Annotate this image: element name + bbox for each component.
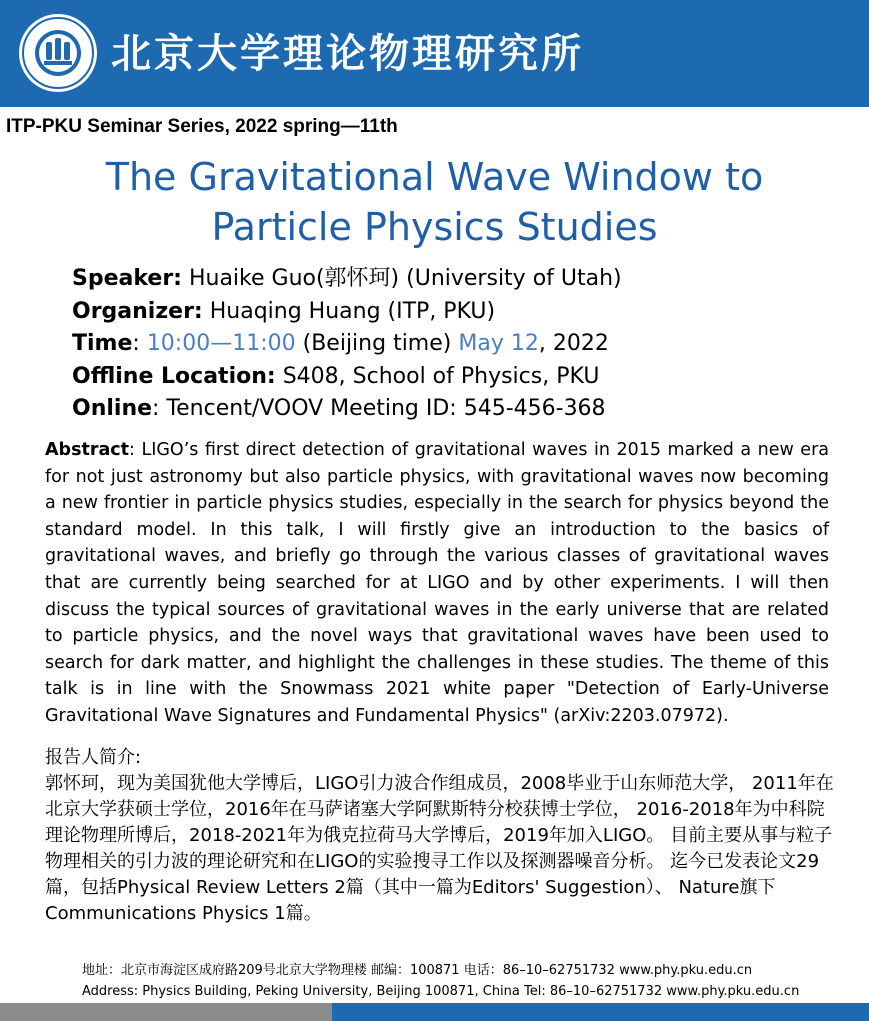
online-value: : Tencent/VOOV Meeting ID: 545-456-368 bbox=[152, 396, 606, 421]
seminar-series: ITP-PKU Seminar Series, 2022 spring—11th bbox=[6, 116, 398, 137]
talk-details bbox=[72, 263, 622, 426]
time-colon: : bbox=[132, 331, 147, 356]
abstract-text: : LIGO’s first direct detection of gravitational waves in 2015 marked a new era for not just astronomy but also particle physics, with gravitational waves now becoming a new frontier in particle physics studies, especially in the search for physics beyond the standard model. In this talk, I will firstly give an introduction to the basics of gravitational waves, and briefly go through the various classes of gravitational waves that are currently being searched for at LIGO and by other experiments. I will then discuss the typical sources of gravitational waves in the early universe that are related to particle physics, and the novel ways that gravitational waves have been used to search for dark matter, and highlight the challenges in these studies. The theme of this talk is in line with the Snowmass 2021 white paper "Detection of Early-Universe Gravitational Wave Signatures and Fundamental Physics" (arXiv:2203.07972). bbox=[45, 440, 829, 726]
time-label: Time bbox=[72, 331, 133, 356]
header-banner bbox=[0, 0, 869, 107]
talk-title-line1: The Gravitational Wave Window to bbox=[105, 155, 764, 199]
location-row bbox=[72, 361, 622, 394]
peking-university-logo-icon bbox=[17, 12, 99, 94]
footer-blue-bar bbox=[332, 1003, 869, 1021]
time-range: 10:00—11:00 bbox=[146, 331, 296, 356]
online-label: Online bbox=[72, 396, 153, 421]
time-row bbox=[72, 328, 622, 361]
online-row bbox=[72, 393, 622, 426]
speaker-value: Huaike Guo(郭怀珂) (University of Utah) bbox=[181, 266, 622, 291]
speaker-bio bbox=[45, 745, 835, 927]
address-block bbox=[82, 960, 799, 1002]
speaker-label: Speaker: bbox=[72, 266, 182, 291]
address-en: Address: Physics Building, Peking University, Beijing 100871, China Tel: 86–10–62751732 www.phy.pku.edu.cn bbox=[82, 984, 800, 999]
time-year: , 2022 bbox=[538, 331, 609, 356]
organizer-row bbox=[72, 296, 622, 329]
talk-title bbox=[0, 152, 869, 252]
speaker-row bbox=[72, 263, 622, 296]
organizer-label: Organizer: bbox=[72, 298, 203, 324]
time-zone: (Beijing time) bbox=[295, 331, 459, 356]
time-date: May 12 bbox=[458, 331, 539, 356]
organizer-value: Huaqing Huang (ITP, PKU) bbox=[202, 298, 496, 324]
abstract-paragraph bbox=[45, 437, 829, 730]
footer-gray-bar bbox=[0, 1003, 332, 1021]
abstract-label: Abstract bbox=[45, 440, 130, 460]
location-value: S408, School of Physics, PKU bbox=[275, 363, 600, 389]
institution-name: 北京大学理论物理研究所 bbox=[111, 30, 584, 77]
talk-title-line2: Particle Physics Studies bbox=[211, 205, 658, 249]
location-label: Offline Location: bbox=[72, 363, 276, 389]
bio-text: 郭怀珂，现为美国犹他大学博后，LIGO引力波合作组成员，2008毕业于山东师范大学， 2011年在北京大学获硕士学位，2016年在马萨诸塞大学阿默斯特分校获博士学位， 2016-2018年为中科院理论物理所博后，2018-2021年为俄克拉荷马大学博后，2019年加入LIGO。 目前主要从事与粒子物理相关的引力波的理论研究和在LIGO的实验搜寻工作以及探测器噪音分析。 迄今已发表论文29篇，包括Physical Review Letters 2篇（其中一篇为Editors' Suggestion）、 Nature旗下Communications Physics 1篇。 bbox=[45, 773, 834, 924]
bio-heading: 报告人简介: bbox=[45, 747, 142, 768]
address-cn: 地址：北京市海淀区成府路209号北京大学物理楼 邮编：100871 电话：86–10–62751732 www.phy.pku.edu.cn bbox=[82, 963, 753, 978]
